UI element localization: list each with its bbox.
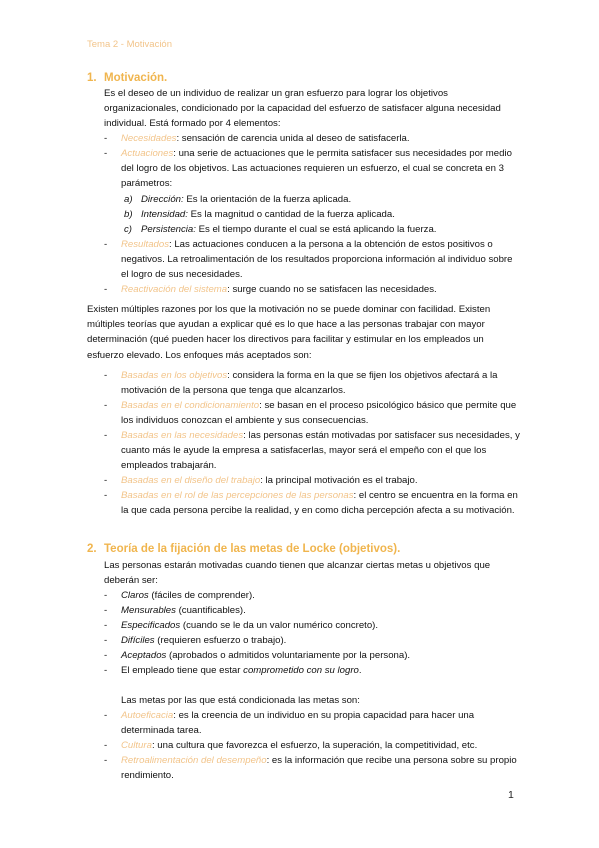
bullet-dash: - [104, 605, 108, 616]
parameter-direccion [124, 192, 520, 207]
goal-term: Mensurables [121, 605, 176, 616]
bullet-dash: - [104, 239, 108, 250]
parameter-marker: c) [124, 224, 132, 235]
bullet-dash: - [104, 400, 108, 411]
item-text: : las personas están motivadas por satisfacer sus necesidades, y cuanto más le ayude la empresa a satisfacerlas, mayor será el empeño con el que los empleados trabajarán. [121, 430, 520, 472]
goal-text: (fáciles de comprender). [148, 590, 255, 601]
item-text: : una serie de actuaciones que le permita satisfacer sus necesidades por medio del logro de los objetivos. Las actuaciones requieren un esfuerzo, el cual se concreta en 3 parámetros: [121, 148, 512, 190]
key-term: Resultados [121, 239, 169, 250]
key-term: Actuaciones [121, 148, 174, 159]
list-item-reactivacion [104, 282, 520, 297]
item-text: : una cultura que favorezca el esfuerzo, la superación, la competitividad, etc. [151, 740, 478, 751]
goal-text: El empleado tiene que estar [121, 665, 244, 676]
key-term: Cultura [121, 740, 152, 751]
item-text: : el centro se encuentra en la forma en la que cada persona percibe la realidad, y en como dicha percepción afecta a su motivación. [121, 490, 518, 517]
item-text: : Las actuaciones conducen a la persona a la obtención de estos positivos o negativos. La retroalimentación de los resultados proporciona información al individuo sobre el logro de sus necesidades. [121, 239, 513, 281]
goal-term: Claros [121, 590, 149, 601]
goal-claros [104, 588, 520, 603]
parameter-text: Es la magnitud o cantidad de la fuerza aplicada. [187, 209, 395, 220]
item-text: : es la creencia de un individuo en su propia capacidad para hacer una determinada tarea. [121, 710, 475, 737]
list-item-resultados [104, 237, 520, 283]
list-item-percepciones [104, 488, 520, 518]
bullet-dash: - [104, 475, 108, 486]
section-number: 2. [87, 543, 97, 555]
goal-aceptados [104, 648, 520, 663]
paragraph-approaches: Existen múltiples razones por los que la motivación no se puede dominar con facilidad. Existen múltiples teorías que ayudan a explicar qué es lo que hace a las personas trabajar con mayor determinación (qué pueden hacer los directivos para facilitar y estimular en los empleados un esfuerzo elevado. Los enfoques más aceptados son: [87, 304, 491, 361]
list-item-actuaciones [104, 146, 520, 192]
item-text: : la principal motivación es el trabajo. [260, 475, 418, 486]
goal-text: (cuantificables). [175, 605, 246, 616]
bullet-dash: - [104, 740, 108, 751]
goal-term: Especificados [121, 620, 181, 631]
bullet-dash: - [104, 430, 108, 441]
parameter-marker: b) [124, 209, 133, 220]
key-term: Basadas en el condicionamiento [121, 400, 260, 411]
bullet-dash: - [104, 370, 108, 381]
item-text: : es la información que recibe una persona sobre su propio rendimiento. [121, 755, 517, 782]
bullet-dash: - [104, 148, 108, 159]
goal-term: Aceptados [121, 650, 167, 661]
conditions-intro: Las metas por las que está condicionada las metas son: [121, 695, 360, 706]
section-2-heading [87, 543, 400, 555]
goal-mensurables [104, 603, 520, 618]
bullet-dash: - [104, 755, 108, 766]
condition-autoeficacia [104, 708, 520, 738]
goal-especificados [104, 618, 520, 633]
goal-text: (cuando se le da un valor numérico concreto). [180, 620, 379, 631]
bullet-dash: - [104, 620, 108, 631]
parameter-text: Es el tiempo durante el cual se está aplicando la fuerza. [195, 224, 437, 235]
item-text: : sensación de carencia unida al deseo de satisfacerla. [176, 133, 410, 144]
list-item-diseno [104, 473, 520, 488]
page-number: 1 [508, 789, 514, 801]
goal-term: Difíciles [121, 635, 155, 646]
section-1-heading [87, 72, 167, 84]
condition-retroalimentacion [104, 753, 520, 783]
key-term: Retroalimentación del desempeño [121, 755, 267, 766]
section-1-intro: Es el deseo de un individuo de realizar un gran esfuerzo para lograr los objetivos organizacionales, condicionado por la capacidad del esfuerzo de satisfacer alguna necesidad individual. Está formado por 4 elementos: [104, 88, 501, 130]
bullet-dash: - [104, 635, 108, 646]
list-item-necesidades [104, 131, 520, 146]
key-term: Basadas en el diseño del trabajo [121, 475, 261, 486]
section-title: Teoría de la fijación de las metas de Locke (objetivos). [104, 543, 401, 555]
goal-text: (aprobados o admitidos voluntariamente por la persona). [166, 650, 411, 661]
bullet-dash: - [104, 490, 108, 501]
key-term: Basadas en las necesidades [121, 430, 244, 441]
goal-text: . [358, 665, 362, 676]
goal-comprometido [104, 663, 520, 678]
key-term: Basadas en los objetivos [121, 370, 228, 381]
parameter-text: Es la orientación de la fuerza aplicada. [183, 194, 352, 205]
goal-term: comprometido con su logro [243, 665, 359, 676]
goal-dificiles [104, 633, 520, 648]
bullet-dash: - [104, 133, 108, 144]
item-text: : surge cuando no se satisfacen las necesidades. [227, 284, 437, 295]
item-text: : se basan en el proceso psicológico básico que permite que los individuos conozcan el ambiente y sus consecuencias. [121, 400, 517, 427]
key-term: Reactivación del sistema [121, 284, 228, 295]
bullet-dash: - [104, 710, 108, 721]
parameter-marker: a) [124, 194, 133, 205]
bullet-dash: - [104, 284, 108, 295]
parameter-term: Dirección: [141, 194, 184, 205]
parameter-term: Intensidad: [141, 209, 188, 220]
parameter-term: Persistencia: [141, 224, 196, 235]
key-term: Basadas en el rol de las percepciones de las personas [121, 490, 354, 501]
list-item-objetivos [104, 368, 520, 398]
item-text: : considera la forma en la que se fijen los objetivos afectará a la motivación de la persona que tenga que alcanzarlos. [121, 370, 498, 397]
list-item-necesidades-approach [104, 428, 520, 474]
key-term: Necesidades [121, 133, 177, 144]
section-2-intro: Las personas estarán motivadas cuando tienen que alcanzar ciertas metas u objetivos que deberán ser: [104, 560, 491, 587]
parameter-persistencia [124, 222, 520, 237]
goal-text: (requieren esfuerzo o trabajo). [154, 635, 287, 646]
list-item-condicionamiento [104, 398, 520, 428]
bullet-dash: - [104, 650, 108, 661]
section-title: Motivación. [104, 72, 168, 84]
bullet-dash: - [104, 665, 108, 676]
running-header: Tema 2 - Motivación [87, 39, 173, 50]
condition-cultura [104, 738, 520, 753]
key-term: Autoeficacia [121, 710, 174, 721]
parameter-intensidad [124, 207, 520, 222]
bullet-dash: - [104, 590, 108, 601]
section-number: 1. [87, 72, 97, 84]
